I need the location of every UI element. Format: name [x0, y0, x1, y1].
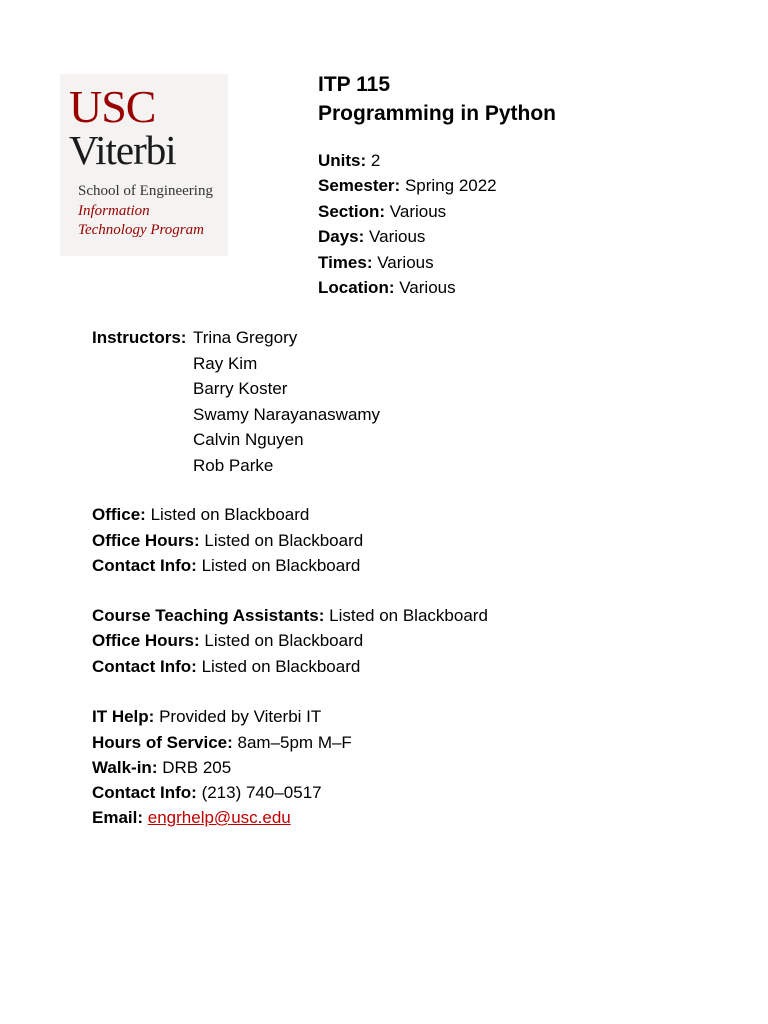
detail-value: Various — [399, 278, 456, 297]
detail-location — [318, 277, 456, 299]
detail-times — [318, 252, 434, 274]
office-location: Office: Listed on Blackboard — [92, 505, 310, 524]
ta-office-hours: Office Hours: Listed on Blackboard — [92, 631, 364, 650]
instructor-name: Trina Gregory — [193, 328, 298, 347]
detail-days — [318, 226, 425, 248]
detail-value: 2 — [370, 151, 381, 170]
office-hours: Office Hours: Listed on Blackboard — [92, 531, 364, 550]
it-hours-of-service: Hours of Service: 8am–5pm M–F — [92, 733, 352, 752]
it-email: Email: engrhelp@usc.edu — [92, 808, 291, 827]
logo-program-line2: Technology Program — [78, 222, 204, 238]
detail-section — [318, 201, 446, 223]
instructor-name: Rob Parke — [193, 456, 274, 475]
course-title: Programming in Python — [318, 102, 557, 125]
instructor-name: Calvin Nguyen — [193, 430, 304, 449]
logo-program-line1: Information — [78, 203, 150, 219]
detail-semester — [318, 175, 497, 197]
instructor-name: Ray Kim — [193, 354, 258, 373]
logo-viterbi-wordmark: Viterbi — [69, 127, 176, 173]
usc-viterbi-logo — [60, 74, 228, 256]
detail-value: Spring 2022 — [404, 176, 497, 195]
email-link[interactable]: engrhelp@usc.edu — [147, 808, 291, 827]
instructors-label: Instructors: — [92, 328, 187, 347]
detail-units — [318, 150, 380, 172]
instructor-name: Swamy Narayanaswamy — [193, 405, 381, 424]
detail-label: Location: — [318, 278, 395, 297]
detail-label: Semester: — [318, 176, 401, 195]
instructor-name: Barry Koster — [193, 379, 288, 398]
detail-value: Various — [377, 253, 434, 272]
detail-value: Various — [369, 227, 426, 246]
logo-school-name: School of Engineering — [78, 183, 213, 199]
ta-contact-info: Contact Info: Listed on Blackboard — [92, 657, 361, 676]
ta-listing: Course Teaching Assistants: Listed on Blackboard — [92, 606, 488, 625]
it-walk-in: Walk-in: DRB 205 — [92, 758, 232, 777]
detail-label: Units: — [318, 151, 367, 170]
detail-label: Section: — [318, 202, 386, 221]
it-contact-info: Contact Info: (213) 740–0517 — [92, 783, 322, 802]
detail-label: Days: — [318, 227, 365, 246]
logo-usc-wordmark: USC — [69, 81, 156, 132]
detail-value: Various — [389, 202, 447, 221]
office-contact-info: Contact Info: Listed on Blackboard — [92, 556, 361, 575]
course-code: ITP 115 — [318, 73, 391, 96]
it-help: IT Help: Provided by Viterbi IT — [92, 707, 322, 726]
detail-label: Times: — [318, 253, 373, 272]
